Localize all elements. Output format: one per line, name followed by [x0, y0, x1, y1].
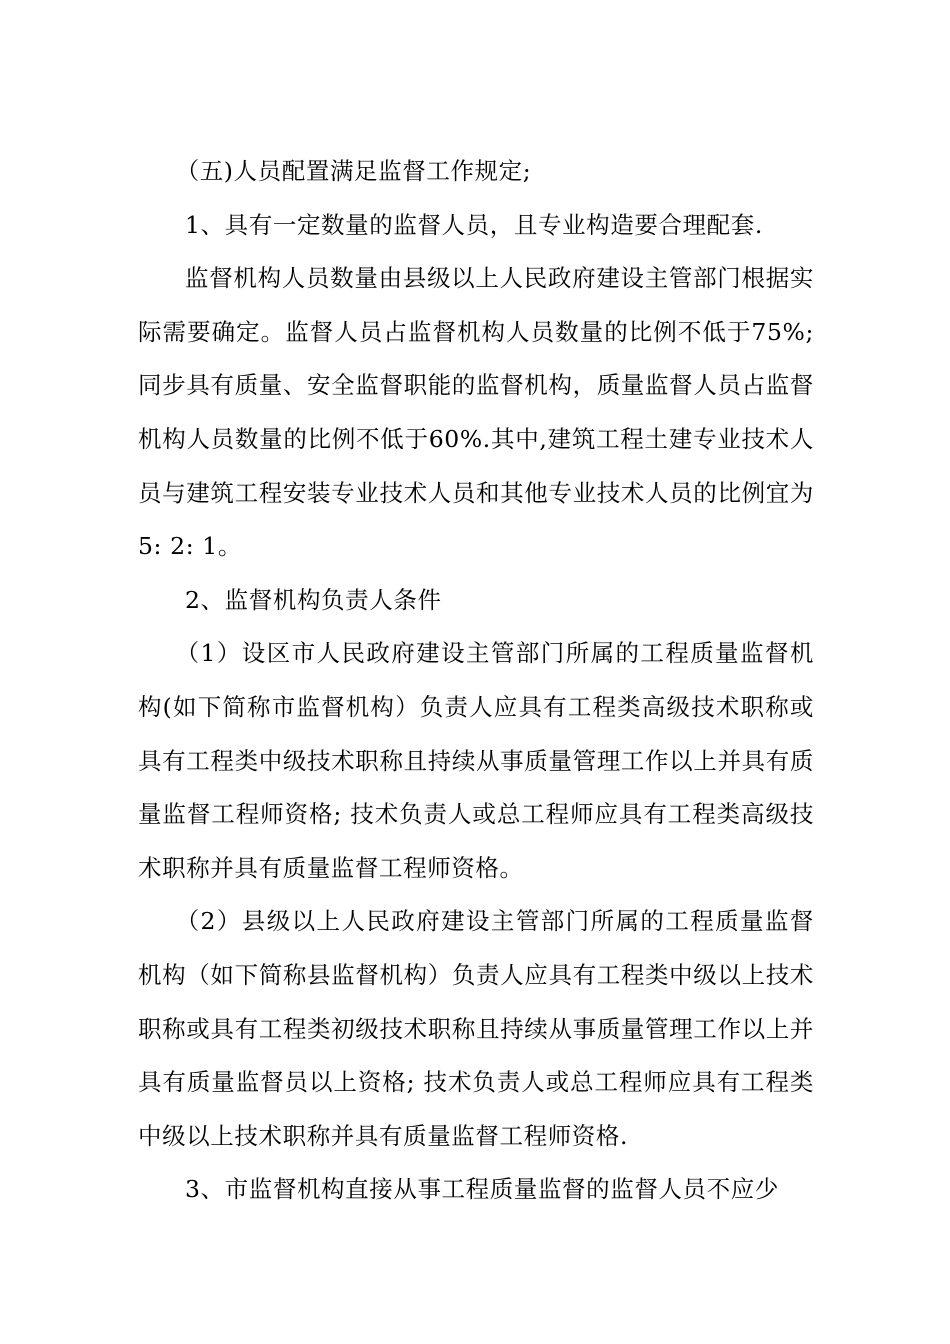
- section-heading-personnel: （五)人员配置满足监督工作规定;: [175, 157, 532, 185]
- city-agency-head-paragraph: （1）设区市人民政府建设主管部门所属的工程质量监督机构(如下简称市监督机构）负责人应具有工程类高级技术职称或具有工程类中级技术职称且持续从事质量管理工作以上并具有质量监督工程师资格; 技术负责人或总工程师应具有工程类高级技术职称并具有质量监督工程师资格。: [138, 639, 814, 882]
- document-body: [138, 145, 814, 1217]
- staffing-ratio-paragraph: 监督机构人员数量由县级以上人民政府建设主管部门根据实际需要确定。监督人员占监督机构人员数量的比例不低于75%; 同步具有质量、安全监督职能的监督机构，质量监督人员占监督机构人员数量的比例不低于60%.其中,建筑工程土建专业技术人员与建筑工程安装专业技术人员和其他专业技术人员的比例宜为5: 2: 1。: [138, 264, 814, 561]
- item-2-heading: 2、监督机构负责人条件: [185, 585, 442, 614]
- county-agency-head-paragraph: （2）县级以上人民政府建设主管部门所属的工程质量监督机构（如下简称县监督机构）负责人应具有工程类中级以上技术职称或具有工程类初级技术职称且持续从事质量管理工作以上并具有质量监督员以上资格; 技术负责人或总工程师应具有工程类中级以上技术职称并具有质量监督工程师资格.: [138, 907, 814, 1150]
- item-3-paragraph: 3、市监督机构直接从事工程质量监督的监督人员不应少: [185, 1175, 779, 1204]
- item-1-heading: 1、具有一定数量的监督人员，且专业构造要合理配套.: [185, 210, 763, 239]
